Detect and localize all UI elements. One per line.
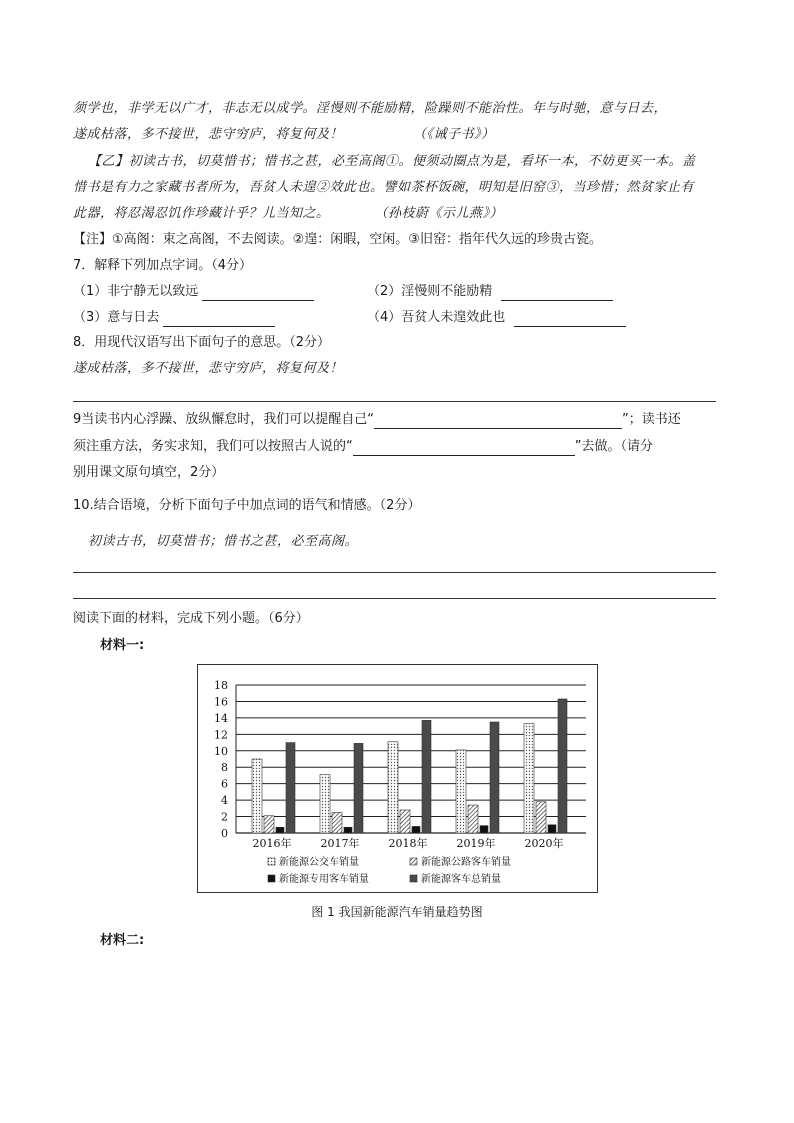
- legend-label: 新能源公路客车销量: [421, 857, 511, 868]
- answer-line[interactable]: [73, 401, 716, 402]
- bar-3: [412, 826, 420, 833]
- q7-item-4: [367, 309, 626, 327]
- bar-2: [400, 810, 410, 833]
- passage-line-1: 须学也，非学无以广才，非志无以成学。淫慢则不能励精，险躁则不能治性。年与时驰，意与日去，: [73, 101, 668, 116]
- legend-label: 新能源公交车销量: [279, 857, 359, 868]
- y-tick-label: 10: [214, 744, 228, 758]
- q9-text: 9当读书内心浮躁、放纵懈怠时，我们可以提醒自己“: [73, 412, 375, 427]
- bar-3: [548, 825, 556, 833]
- passage-line-5: [73, 205, 503, 223]
- q9-line-1: [73, 411, 681, 429]
- q9-line-2: [73, 438, 653, 456]
- passage-line-4: 惜书是有力之家藏书者所为，吾贫人未遑②效此也。譬如茶杯饭碗，明知是旧窑③，当珍惜；然贫家止有: [73, 180, 695, 195]
- source-citation: （《诫子书》）: [413, 127, 495, 142]
- y-tick-label: 12: [214, 728, 228, 742]
- q10-title: 10.结合语境，分析下面句子中加点词的语气和情感。（2分）: [73, 498, 421, 513]
- legend-label: 新能源客车总销量: [421, 874, 501, 885]
- answer-blank[interactable]: [514, 312, 626, 327]
- legend-swatch: [268, 875, 275, 882]
- annotation-note: 【注】①高阁：束之高阁，不去阅读。②遑：闲暇，空闲。③旧窑：指年代久远的珍贵古瓷。: [73, 232, 602, 247]
- q7-item-3: [73, 309, 275, 327]
- source-citation: （孙枝蔚《示儿燕》）: [374, 206, 504, 221]
- bar-1: [388, 742, 398, 833]
- q7-item-1: [73, 283, 314, 301]
- chart-caption: 图 1 我国新能源汽车销量趋势图: [311, 905, 483, 919]
- bar-2: [536, 802, 546, 833]
- material-1-label: 材料一:: [100, 638, 145, 653]
- passage-text: 此器，将忍渴忍饥作珍藏计乎？儿当知之。: [73, 206, 330, 221]
- passage-line-2: [73, 126, 495, 144]
- q7-title: 7．解释下列加点字词。（4分）: [73, 258, 253, 273]
- bar-3: [344, 827, 352, 833]
- answer-line[interactable]: [73, 598, 716, 599]
- bar-2: [332, 812, 342, 833]
- bar-1: [252, 759, 262, 833]
- material-2-label: 材料二:: [100, 933, 145, 948]
- legend-swatch: [268, 858, 275, 865]
- chart-svg: [198, 665, 596, 891]
- x-tick-label: 2016年: [252, 837, 292, 850]
- passage-line-3: 【乙】初读古书，切莫惜书；惜书之甚，必至高阁①。便须动圈点为是，看坏一本，不妨更买一本。盖: [88, 154, 696, 169]
- q7-item-text: （1）非宁静无以致远: [73, 284, 199, 299]
- q7-item-2: [367, 283, 613, 301]
- bar-3: [276, 827, 284, 833]
- q10-sentence: 初读古书，切莫惜书；惜书之甚，必至高阁。: [88, 534, 359, 549]
- q7-item-text: （4）吾贫人未遑效此也: [367, 310, 506, 325]
- legend-label: 新能源专用客车销量: [279, 874, 369, 885]
- q8-title: 8．用现代汉语写出下面句子的意思。（2分）: [73, 335, 331, 350]
- answer-blank[interactable]: [374, 414, 622, 429]
- q8-sentence: 遂成枯落，多不接世，悲守穷庐，将复何及！: [73, 361, 344, 376]
- answer-blank[interactable]: [501, 286, 613, 301]
- bar-4: [558, 699, 567, 833]
- legend-swatch: [410, 875, 417, 882]
- bar-4: [286, 743, 295, 833]
- bar-1: [524, 724, 534, 833]
- y-tick-label: 2: [221, 810, 228, 824]
- answer-blank[interactable]: [163, 312, 275, 327]
- q9-line-3: 别用课文原句填空，2分）: [73, 465, 225, 480]
- bar-4: [354, 743, 363, 833]
- bar-1: [320, 775, 330, 833]
- bar-4: [490, 722, 499, 833]
- x-tick-label: 2017年: [320, 837, 360, 850]
- q9-text: ”去做。（请分: [574, 439, 653, 454]
- q9-text: 须注重方法，务实求知，我们可以按照古人说的“: [73, 439, 353, 454]
- bar-chart: [197, 664, 598, 893]
- bar-3: [480, 826, 488, 833]
- bar-2: [264, 816, 274, 833]
- x-tick-label: 2019年: [456, 837, 496, 850]
- bar-2: [468, 805, 478, 833]
- y-tick-label: 4: [221, 794, 228, 808]
- passage-text: 遂成枯落，多不接世，悲守穷庐，将复何及！: [73, 127, 344, 142]
- y-tick-label: 8: [221, 761, 228, 775]
- answer-line[interactable]: [73, 572, 716, 573]
- y-tick-label: 16: [214, 695, 228, 709]
- bar-1: [456, 750, 466, 833]
- q7-item-text: （3）意与日去: [73, 310, 160, 325]
- y-tick-label: 6: [221, 777, 228, 791]
- q9-text: ”；读书还: [622, 412, 681, 427]
- legend-swatch: [410, 858, 417, 865]
- y-tick-label: 14: [214, 711, 228, 725]
- y-tick-label: 18: [214, 679, 228, 692]
- answer-blank[interactable]: [353, 441, 575, 456]
- y-tick-label: 0: [221, 827, 228, 840]
- bar-4: [422, 720, 431, 833]
- q7-item-text: （2）淫慢则不能励精: [367, 284, 493, 299]
- x-tick-label: 2018年: [388, 837, 428, 850]
- answer-blank[interactable]: [202, 286, 314, 301]
- x-tick-label: 2020年: [524, 837, 564, 850]
- reading-intro: 阅读下面的材料，完成下列小题。（6分）: [73, 611, 309, 626]
